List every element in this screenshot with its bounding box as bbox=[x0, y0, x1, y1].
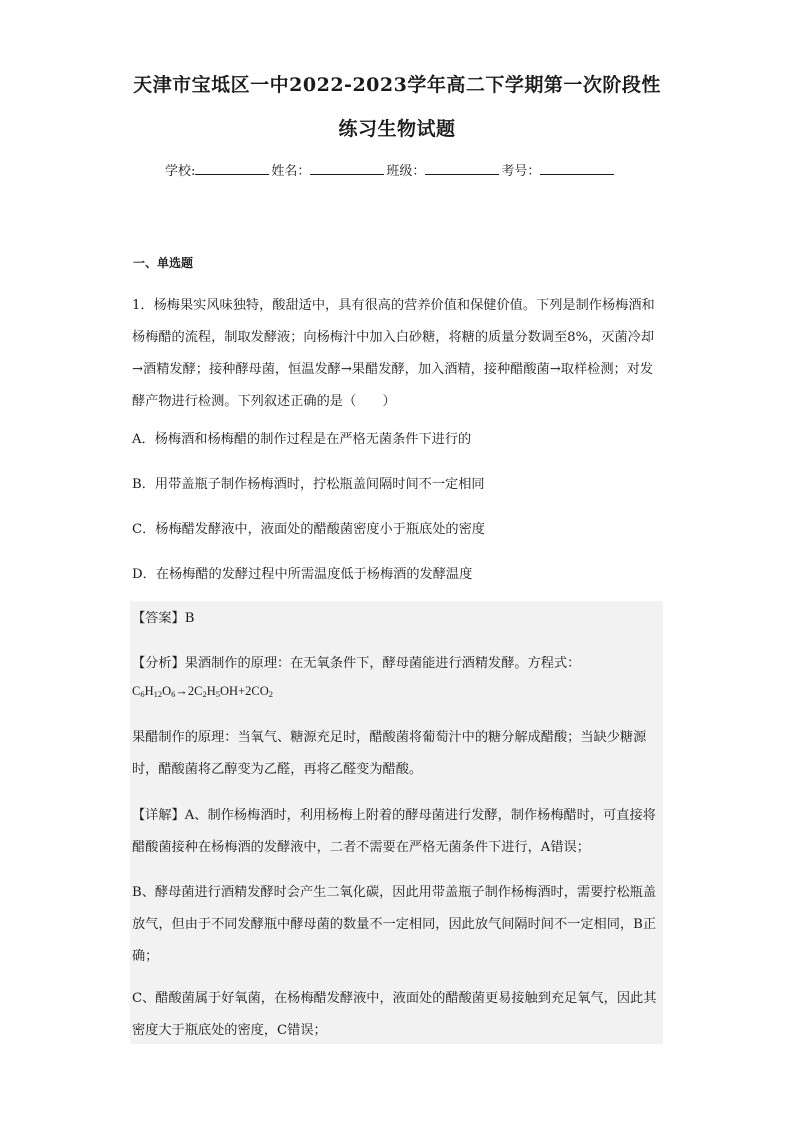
detail-paragraph-a: 【详解】A、制作杨梅酒时，利用杨梅上附着的酵母菌进行发酵，制作杨梅醋时，可直接将醋酸菌接种在杨梅酒的发酵液中，二者不需要在严格无菌条件下进行，A错误； bbox=[132, 808, 656, 855]
class-field[interactable] bbox=[425, 161, 499, 175]
student-info-line bbox=[165, 160, 616, 179]
answer-text: 【答案】B bbox=[132, 611, 195, 626]
detail-paragraph-b: B、酵母菌进行酒精发酵时会产生二氧化碳，因此用带盖瓶子制作杨梅酒时，需要拧松瓶盖放气，但由于不同发酵瓶中酵母菌的数量不一定相同，因此放气间隔时间不一定相同，B正确； bbox=[132, 885, 656, 964]
school-label: 学校: bbox=[165, 164, 196, 179]
number-label: 考号： bbox=[501, 164, 541, 179]
document-title-line2: 练习生物试题 bbox=[338, 118, 456, 140]
section-heading: 一、单选题 bbox=[133, 256, 194, 270]
analysis-paragraph-1: 【分析】果酒制作的原理：在无氧条件下，酵母菌能进行酒精发酵。方程式： bbox=[132, 656, 581, 671]
school-field[interactable] bbox=[195, 161, 269, 175]
chemical-equation: $C_6H_{12}O_6\to 2C_2H_5OH+2CO_2$ bbox=[132, 684, 273, 699]
question-stem: 1．杨梅果实风味独特，酸甜适中，具有很高的营养价值和保健价值。下列是制作杨梅酒和杨梅醋的流程，制取发酵液；向杨梅汁中加入白砂糖，将糖的质量分数调至8%，灭菌冷却→酒精发酵；接种酵母菌，恒温发酵→果醋发酵，加入酒精，接种醋酸菌→取样检测；对发酵产物进行检测。下列叙述正确的是（ ） bbox=[132, 298, 655, 409]
detail-paragraph-c: C、醋酸菌属于好氧菌，在杨梅醋发酵液中，液面处的醋酸菌更易接触到充足氧气，因此其密度大于瓶底处的密度，C错误； bbox=[132, 991, 657, 1038]
number-field[interactable] bbox=[540, 161, 614, 175]
analysis-paragraph-2: 果醋制作的原理：当氧气、糖源充足时，醋酸菌将葡萄汁中的糖分解成醋酸；当缺少糖源时，醋酸菌将乙醇变为乙醛，再将乙醛变为醋酸。 bbox=[132, 730, 647, 777]
class-label: 班级： bbox=[386, 164, 426, 179]
option-b: B．用带盖瓶子制作杨梅酒时，拧松瓶盖间隔时间不一定相同 bbox=[132, 477, 485, 492]
name-label: 姓名： bbox=[271, 164, 311, 179]
document-title-line1: 天津市宝坻区一中2022-2023学年高二下学期第一次阶段性 bbox=[133, 74, 661, 96]
option-c: C．杨梅醋发酵液中，液面处的醋酸菌密度小于瓶底处的密度 bbox=[132, 522, 485, 537]
option-a: A．杨梅酒和杨梅醋的制作过程是在严格无菌条件下进行的 bbox=[132, 432, 472, 447]
name-field[interactable] bbox=[310, 161, 384, 175]
option-d: D．在杨梅醋的发酵过程中所需温度低于杨梅酒的发酵温度 bbox=[132, 567, 473, 582]
